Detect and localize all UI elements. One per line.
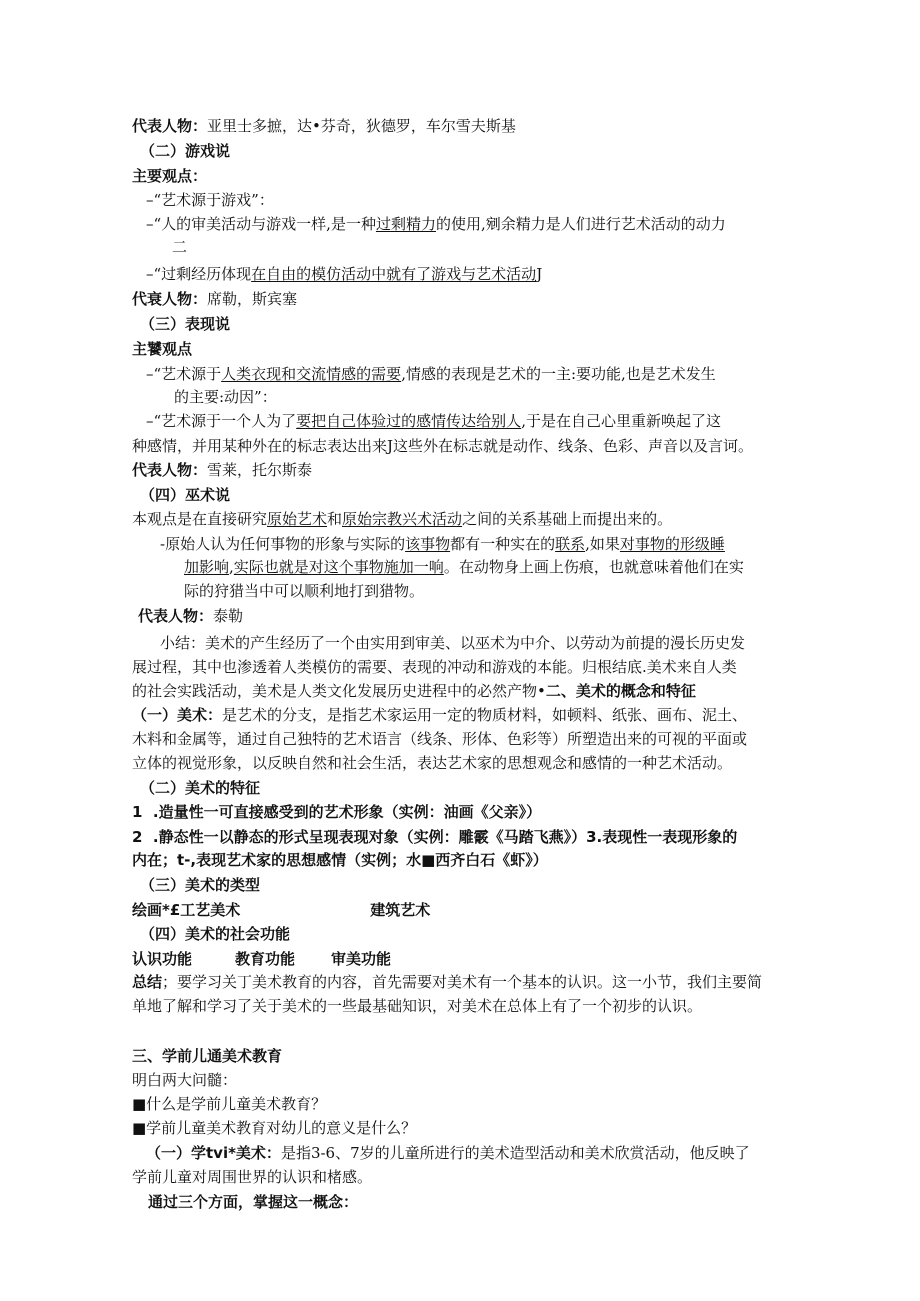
concept-line-3: 立体的视觉形象，以反映自然和社会生活，表达艺术家的思想观念和感情的一种艺术活动。 [132,754,733,772]
witchcraft-line-4: 际的狩猎当中可以顺利地打到猎物。 [184,582,425,600]
summary-line-3: 的社会实践活动，美术是人类文化发展历史进程中的必然产物•二、美术的概念和特征 [132,682,696,700]
concept-line-1: （一）美术：是艺术的分支，是指艺术家运用一定的物质材料，如顿料、纸张、画布、泥土、 [132,706,748,724]
expression-view-1-cont: 的主要:动因”： [174,388,277,406]
two-questions-intro: 明白两大问髓： [132,1071,238,1089]
witchcraft-line-3: 加影响,实际也就是对这个事物施加一响。在动物身上画上伤痕，也就意味着他们在实 [184,558,744,576]
heading-expression-theory: （三）表现说 [140,315,231,333]
heading-social-functions: （四）美术的社会功能 [140,925,291,943]
play-view-2: –“人的审美活动与游戏一样,是一种过剩精力的使用,剜余精力是人们进行艺术活动的动力 [146,215,726,233]
feature-line-2: 2 .静态性一以静态的形式呈现表现对象（实例：雕霰《马踏飞燕》）3.表现性一表现形象的 [132,828,738,846]
expression-view-2: –“艺术源于一个人为了要把自己体验过的感情传达给别人,于是在自己心里重新唤起了这 [146,412,721,430]
art-types-line: 绘画*£工艺美术 建筑艺术 [132,901,431,919]
representative-line-tylor: 代表人物：泰勒 [138,607,244,625]
summary-line-1: 小结：美术的产生经历了一个由实用到审美、以巫术为中介、以劳动为前提的漫长历史发 [160,634,746,652]
conclusion-line-1: 总结；要学习关丁美术教育的内容，首先需要对美术有一个基本的认识。这一小节，我们主要简 [132,973,763,991]
feature-line-3: 内在；t-,表现艺术家的思想感情（实例；水■西齐白石《虾》） [132,851,548,869]
witchcraft-line-2: -原始人认为任何事物的形象与实际的该事物都有一种实在的联系,如果对事物的形级睡 [160,535,725,553]
concept-line-2: 木料和金属等，通过自己独特的艺术语言（线条、形体、色彩等）所塑造出来的可视的平面或 [132,730,748,748]
play-view-3: –“过剩经历体现在自由的模仿活动中就有了游戏与艺术活动J [146,265,543,283]
conclusion-line-2: 单地了解和学习了关于美术的一些最基础知识，对美术在总体上有了一个初步的认识。 [132,997,703,1015]
definition-line-1: （一）学tvi*美术：是指3-6、7岁的儿童所进行的美术造型活动和美术欣赏活动，他反映了 [146,1144,750,1162]
witchcraft-line-1: 本观点是在直接研究原始艺术和原始宗教兴术活动之间的关系基础上而提出来的。 [132,510,673,528]
representative-line-aristotle: 代表人物：亚里士多摭，达•芬奇，狄德罗，车尔雪夫斯基 [132,117,516,135]
question-1: ■什么是学前儿童美术教育？ [132,1095,327,1113]
feature-line-1: 1 .造量性一可直接感受到的艺术形象（实例：油画《父亲》） [132,803,542,821]
expression-view-1: –“艺术源于人类衣现和交流情感的需要,情感的表现是艺术的一主:要功能,也是艺术发生 [146,365,716,383]
heading-preschool-art-education: 三、学前儿通美术教育 [132,1047,283,1065]
representative-line-shelley: 代表人物：雪莱，托尔斯泰 [132,461,313,479]
main-views-label-2: 主饕观点 [132,340,193,358]
heading-art-features: （二）美术的特征 [140,779,261,797]
summary-line-2: 展过程，其中也渗透着人类模仿的需要、表现的冲动和游戏的本能。归根结底.美术来自人类 [132,658,737,676]
three-aspects-line: 通过三个方面，掌握这一概念： [148,1193,359,1211]
expression-view-2-cont: 种感情，并用某种外在的标志表达出来J这些外在标志就是动作、线条、色彩、声音以及言诃。 [132,437,754,455]
play-view-1: –“艺术源于游戏”： [146,191,274,209]
question-2: ■学前儿童美术教育对幼儿的意义是什么？ [132,1119,417,1137]
heading-art-types: （三）美术的类型 [140,876,261,894]
social-functions-line: 认识功能 教育功能 审美功能 [132,950,392,968]
heading-witchcraft-theory: （四）巫术说 [140,486,231,504]
representative-line-schiller: 代衰人物：席勒，斯宾塞 [132,290,298,308]
main-views-label: 主要观点： [132,167,208,185]
heading-play-theory: （二）游戏说 [140,142,231,160]
play-view-2-cont: 二 [172,238,188,256]
definition-line-2: 学前儿童对周围世界的认识和楮感。 [132,1168,373,1186]
